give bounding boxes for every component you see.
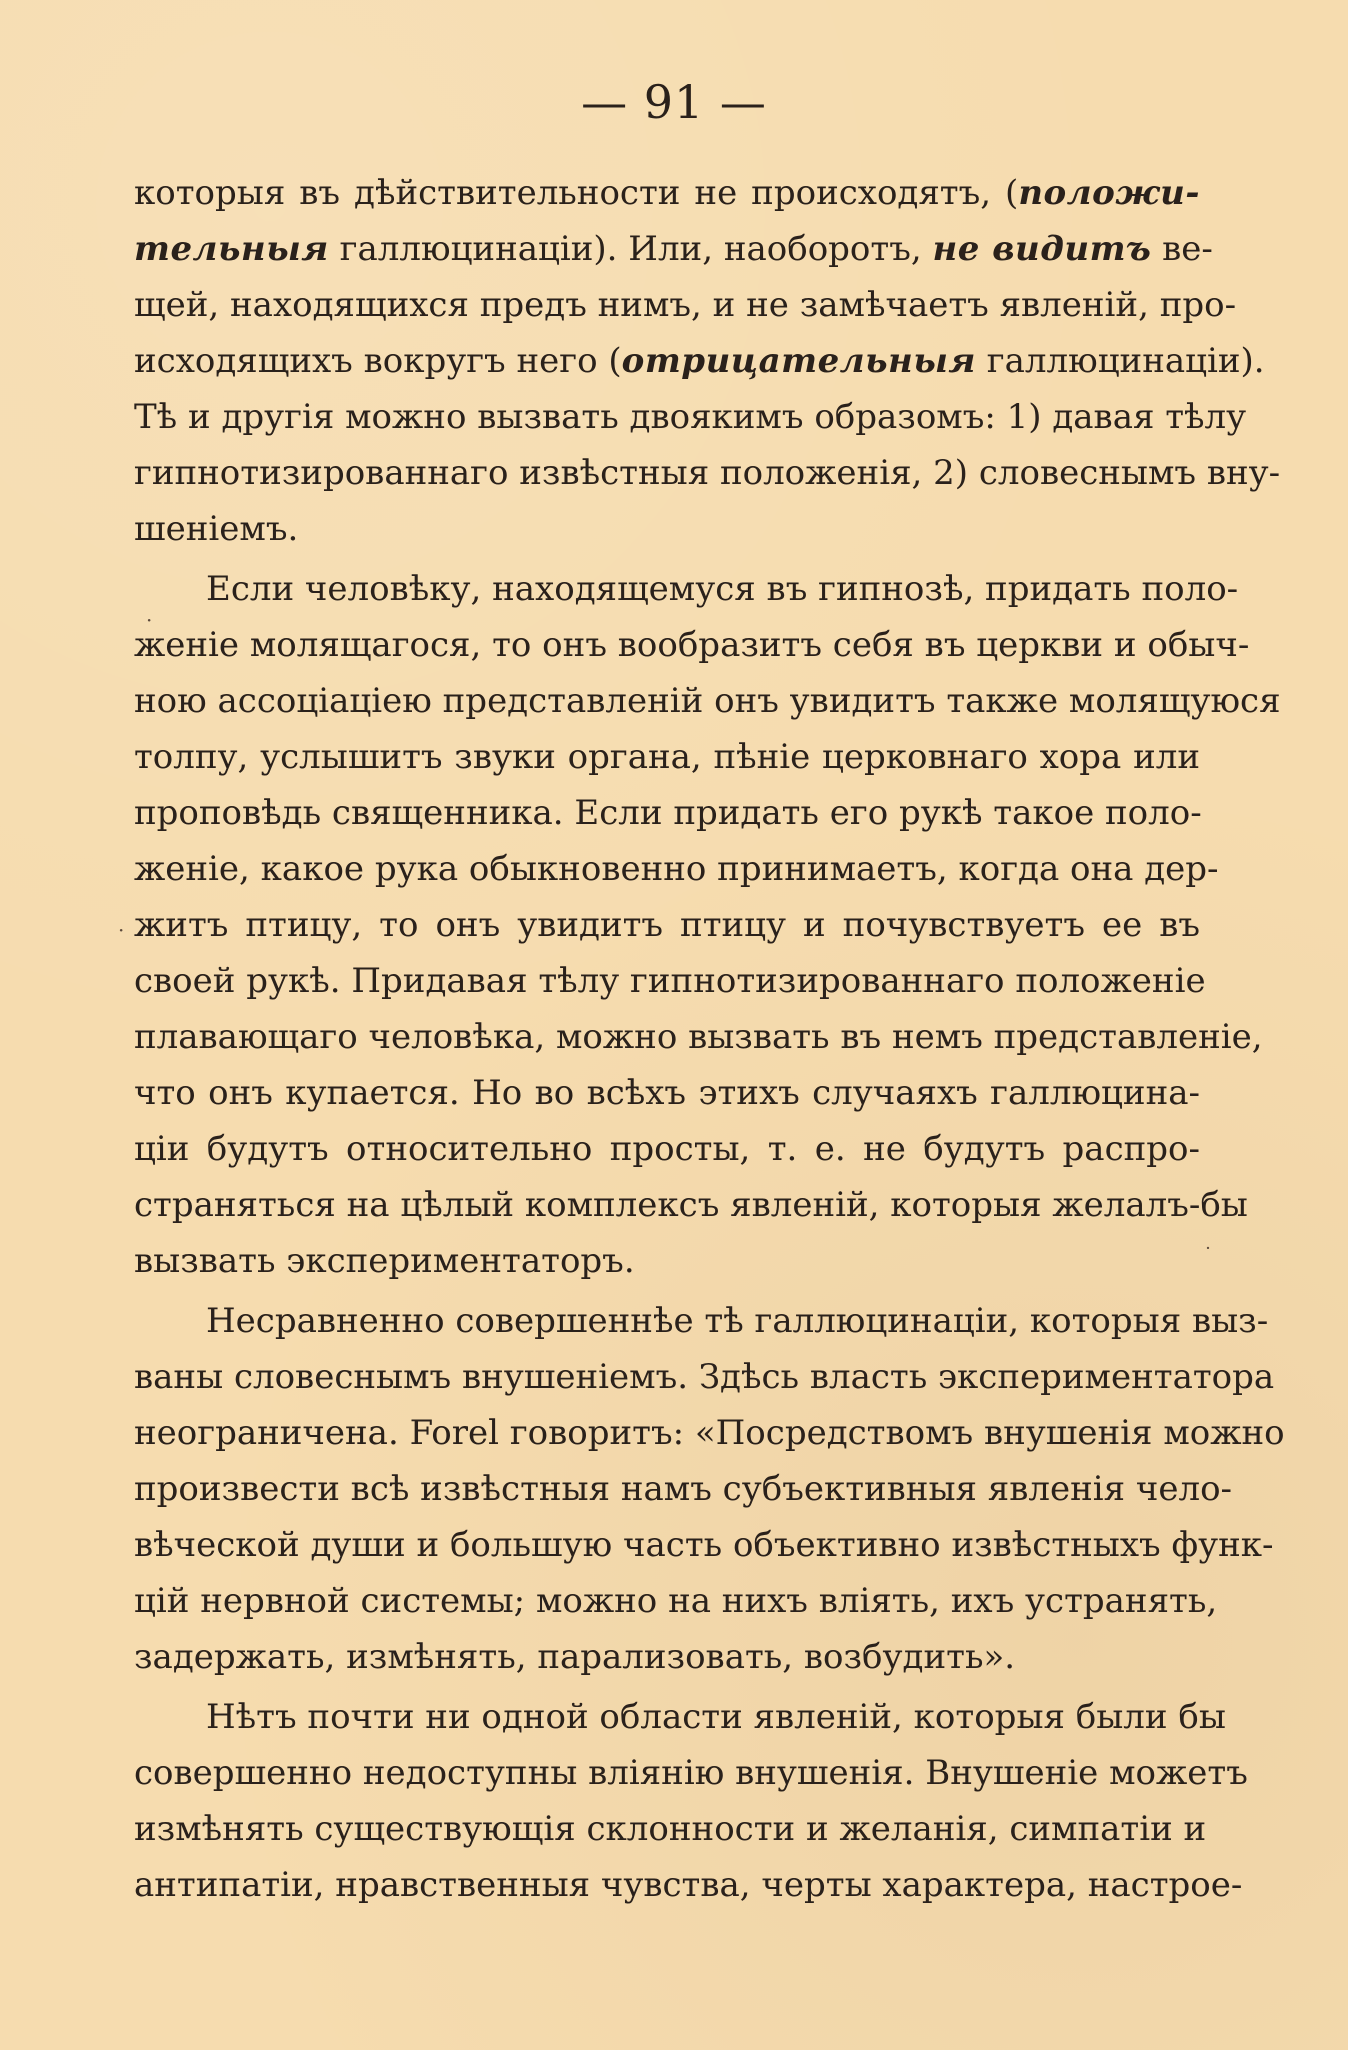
text-line bbox=[134, 1293, 1269, 1349]
text-segment: ве- bbox=[1151, 229, 1213, 269]
text-line bbox=[134, 333, 1265, 389]
text-line bbox=[134, 1573, 1218, 1629]
text-segment: своей рукѣ. Придавая тѣлу гипнотизированнаго положеніе bbox=[134, 961, 1206, 1001]
text-line bbox=[134, 1405, 1285, 1461]
text-line bbox=[134, 953, 1206, 1009]
text-segment: плавающаго человѣка, можно вызвать въ немъ представленіе, bbox=[134, 1017, 1263, 1057]
text-line bbox=[134, 673, 1281, 729]
text-segment: ваны словеснымъ внушеніемъ. Здѣсь власть экспериментатора bbox=[134, 1357, 1275, 1397]
text-segment: вѣческой души и большую часть объективно извѣстныхъ функ- bbox=[134, 1525, 1274, 1565]
text-segment: произвести всѣ извѣстныя намъ субъективныя явленія чело- bbox=[134, 1469, 1233, 1509]
page-speck: · bbox=[118, 918, 125, 942]
text-line bbox=[134, 617, 1250, 673]
text-line bbox=[134, 277, 1237, 333]
text-segment: проповѣдь священника. Если придать его рукѣ такое поло- bbox=[134, 793, 1202, 833]
page-number: — 91 — bbox=[581, 75, 767, 129]
text-line bbox=[134, 1629, 1200, 1685]
text-line bbox=[134, 389, 1247, 445]
text-segment: Если человѣку, находящемуся въ гипнозѣ, придать поло- bbox=[206, 569, 1239, 609]
text-segment: совершенно недоступны вліянію внушенія. Внушеніе можетъ bbox=[134, 1753, 1248, 1793]
body-text bbox=[134, 165, 1285, 1917]
text-segment: женіе, какое рука обыкновенно принимаетъ, когда она дер- bbox=[134, 849, 1219, 889]
text-segment: страняться на цѣлый комплексъ явленій, которыя желалъ-бы bbox=[134, 1185, 1248, 1225]
text-line bbox=[134, 729, 1200, 785]
text-segment: гипнотизированнаго извѣстныя положенія, 2) словеснымъ вну- bbox=[134, 453, 1281, 493]
text-segment: которыя въ дѣйствительности не происходятъ, ( bbox=[134, 173, 1019, 213]
paragraph bbox=[134, 165, 1281, 557]
text-line bbox=[134, 897, 1200, 953]
italic-text: положи- bbox=[1018, 173, 1200, 213]
text-segment: щей, находящихся предъ нимъ, и не замѣчаетъ явленій, про- bbox=[134, 285, 1237, 325]
text-segment: толпу, услышитъ звуки органа, пѣніе церковнаго хора или bbox=[134, 737, 1200, 777]
text-line bbox=[134, 1461, 1233, 1517]
text-segment: ною ассоціаціею представленій онъ увидитъ также молящуюся bbox=[134, 681, 1281, 721]
page-speck: ˙ bbox=[1203, 1243, 1213, 1267]
text-segment: неограничена. Forel говоритъ: «Посредствомъ внушенія можно bbox=[134, 1413, 1285, 1453]
text-segment: измѣнять существующія склонности и желанія, симпатіи и bbox=[134, 1809, 1207, 1849]
text-line bbox=[134, 1517, 1274, 1573]
text-line bbox=[134, 561, 1239, 617]
text-segment: Нѣтъ почти ни одной области явленій, которыя были бы bbox=[206, 1697, 1226, 1737]
text-segment: цій нервной системы; можно на нихъ вліять, ихъ устранять, bbox=[134, 1581, 1218, 1621]
text-segment: антипатіи, нравственныя чувства, черты характера, настрое- bbox=[134, 1865, 1243, 1905]
text-segment: галлюцинаціи). Или, наоборотъ, bbox=[328, 229, 933, 269]
text-segment: шеніемъ. bbox=[134, 509, 299, 549]
text-line bbox=[134, 841, 1219, 897]
text-line bbox=[134, 1349, 1275, 1405]
text-line bbox=[134, 1801, 1207, 1857]
text-segment: Тѣ и другія можно вызвать двоякимъ образомъ: 1) давая тѣлу bbox=[134, 397, 1247, 437]
italic-text: отрицательныя bbox=[621, 341, 976, 381]
text-segment: Несравненно совершеннѣе тѣ галлюцинаціи, которыя выз- bbox=[206, 1301, 1269, 1341]
text-segment: задержать, измѣнять, парализовать, возбудить». bbox=[134, 1637, 1016, 1677]
italic-text: не видитъ bbox=[932, 229, 1152, 269]
text-line bbox=[134, 785, 1200, 841]
text-segment: исходящихъ вокругъ него ( bbox=[134, 341, 622, 381]
text-line bbox=[134, 1121, 1200, 1177]
text-segment: вызвать экспериментаторъ. bbox=[134, 1241, 635, 1281]
text-segment: что онъ купается. Но во всѣхъ этихъ случаяхъ галлюцина- bbox=[134, 1073, 1200, 1113]
text-segment: женіе молящагося, то онъ вообразитъ себя въ церкви и обыч- bbox=[134, 625, 1250, 665]
text-line bbox=[134, 1009, 1263, 1065]
italic-text: тельныя bbox=[134, 229, 329, 269]
text-segment: ціи будутъ относительно просты, т. е. не будутъ распро- bbox=[134, 1129, 1200, 1169]
paragraph bbox=[134, 561, 1281, 1289]
text-line bbox=[134, 445, 1281, 501]
text-segment: житъ птицу, то онъ увидитъ птицу и почувствуетъ ее въ bbox=[134, 905, 1200, 945]
text-segment: галлюцинаціи). bbox=[976, 341, 1265, 381]
text-line bbox=[134, 1233, 1200, 1289]
text-line bbox=[134, 1689, 1226, 1745]
paragraph bbox=[134, 1293, 1285, 1685]
text-line bbox=[134, 1857, 1243, 1913]
paragraph bbox=[134, 1689, 1248, 1913]
text-line bbox=[134, 501, 1200, 557]
text-line bbox=[134, 1177, 1248, 1233]
text-line bbox=[134, 165, 1200, 221]
text-line bbox=[134, 1745, 1248, 1801]
text-line bbox=[134, 221, 1213, 277]
page-speck: · bbox=[146, 608, 153, 632]
text-line bbox=[134, 1065, 1200, 1121]
